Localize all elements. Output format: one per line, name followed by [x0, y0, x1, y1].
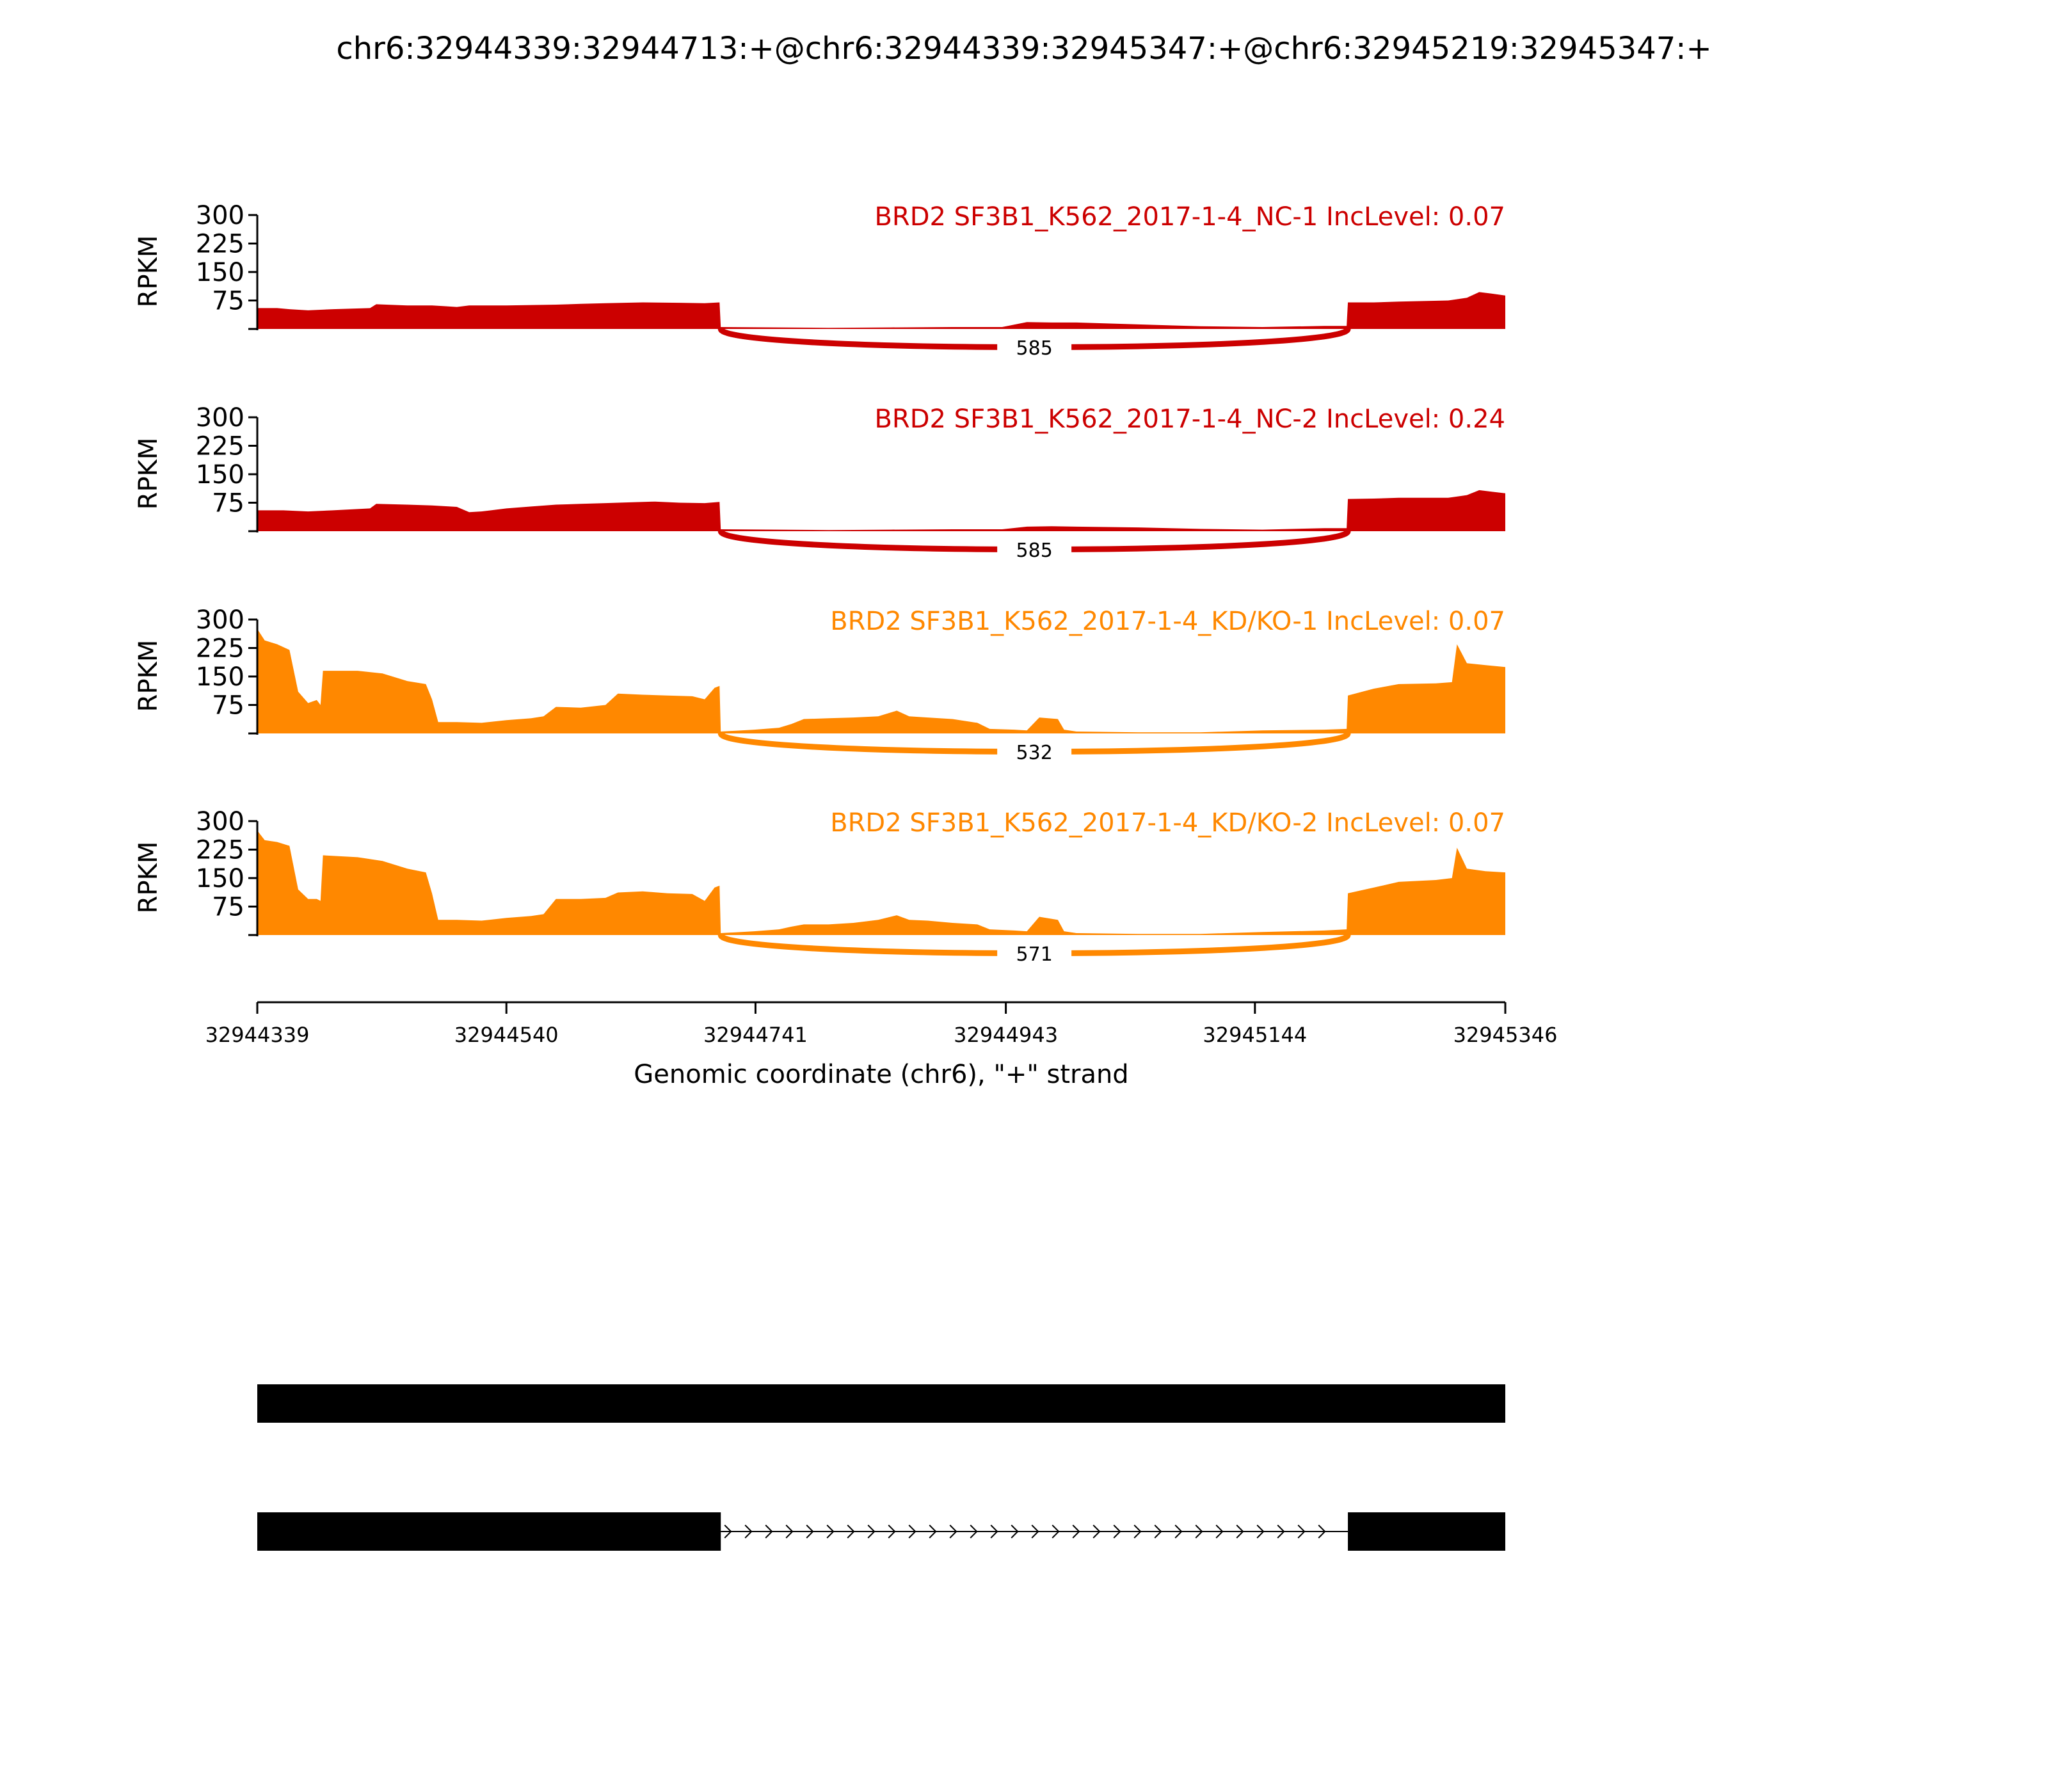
isoform-1 [257, 1384, 1505, 1423]
y-tick-label: 150 [195, 662, 244, 692]
y-tick-label: 300 [195, 403, 244, 433]
gene-model [257, 1384, 1505, 1551]
x-tick-label: 32945346 [1453, 1023, 1558, 1047]
x-tick-label: 32944339 [205, 1023, 310, 1047]
track-label: BRD2 SF3B1_K562_2017-1-4_KD/KO-2 IncLevel: 0.07 [830, 808, 1505, 838]
y-tick-label: 150 [195, 258, 244, 287]
coverage-area [257, 629, 1505, 733]
y-axis-title: RPKM [134, 437, 163, 510]
y-tick-label: 75 [212, 691, 244, 721]
track-1 [134, 201, 1505, 360]
x-tick-label: 32944540 [454, 1023, 559, 1047]
x-tick-label: 32945144 [1203, 1023, 1308, 1047]
y-tick-label: 225 [195, 431, 244, 461]
y-axis-title: RPKM [134, 841, 163, 914]
y-tick-label: 300 [195, 605, 244, 635]
y-tick-label: 75 [212, 286, 244, 316]
track-3 [134, 605, 1505, 764]
exon-block [257, 1512, 721, 1551]
y-axis-title: RPKM [134, 235, 163, 308]
junction-count-label: 532 [1016, 742, 1053, 764]
y-tick-label: 75 [212, 488, 244, 518]
junction-count-label: 571 [1016, 943, 1053, 966]
track-label: BRD2 SF3B1_K562_2017-1-4_NC-1 IncLevel: 0.07 [874, 202, 1505, 232]
y-tick-label: 75 [212, 892, 244, 922]
y-tick-label: 300 [195, 201, 244, 230]
junction-count-label: 585 [1016, 540, 1053, 562]
y-tick-label: 225 [195, 229, 244, 259]
track-label: BRD2 SF3B1_K562_2017-1-4_KD/KO-1 IncLevel: 0.07 [830, 607, 1505, 636]
track-label: BRD2 SF3B1_K562_2017-1-4_NC-2 IncLevel: 0.24 [874, 404, 1505, 434]
junction-count-label: 585 [1016, 337, 1053, 360]
y-tick-label: 225 [195, 634, 244, 664]
x-tick-label: 32944741 [703, 1023, 808, 1047]
y-tick-label: 300 [195, 807, 244, 836]
y-tick-label: 150 [195, 460, 244, 490]
figure-title: chr6:32944339:32944713:+@chr6:32944339:32945347:+@chr6:32945219:32945347:+ [336, 31, 1712, 67]
y-tick-label: 150 [195, 864, 244, 893]
track-2 [134, 403, 1505, 562]
exon-block [257, 1384, 1505, 1423]
x-tick-label: 32944943 [954, 1023, 1059, 1047]
x-axis-title: Genomic coordinate (chr6), "+" strand [634, 1060, 1129, 1089]
x-axis [205, 1002, 1558, 1089]
y-tick-label: 225 [195, 835, 244, 865]
y-axis-title: RPKM [134, 639, 163, 712]
coverage-area [257, 292, 1505, 329]
panels [134, 201, 1505, 966]
x-axis-ticks [205, 1002, 1558, 1047]
coverage-area [257, 490, 1505, 531]
coverage-area [257, 831, 1505, 935]
track-4 [134, 807, 1505, 966]
isoform-2 [257, 1512, 1505, 1551]
exon-block [1348, 1512, 1505, 1551]
